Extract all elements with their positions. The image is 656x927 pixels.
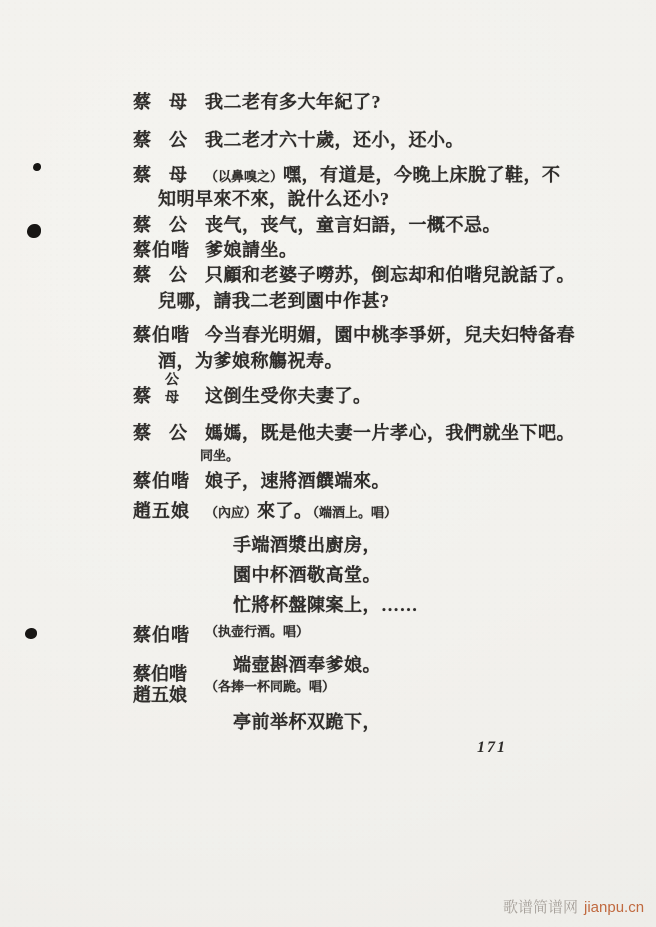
script-line	[0, 561, 656, 585]
script-line	[0, 261, 656, 285]
script-line	[0, 161, 656, 185]
speaker-label: 蔡伯喈 趙五娘	[133, 664, 187, 705]
stage-direction: （执壶行酒。唱）	[205, 624, 310, 639]
dialogue-text: 酒，为爹娘称觴祝寿。	[158, 351, 343, 371]
ink-speck	[27, 224, 41, 238]
verse-line: 園中杯酒敬高堂。	[233, 565, 381, 585]
verse-line: 端壺斟酒奉爹娘。	[233, 655, 381, 675]
speaker-label: 趙五娘	[133, 501, 190, 521]
script-line	[0, 373, 656, 406]
script-line	[0, 445, 656, 469]
script-line	[0, 347, 656, 371]
dialogue-text: 这倒生受你夫妻了。	[205, 386, 372, 406]
script-line	[0, 621, 656, 645]
dialogue-text: 今当春光明媚，園中桃李爭妍，兒夫妇特备春	[205, 325, 575, 345]
speaker-label: 蔡 母	[133, 92, 187, 112]
stage-direction: 同坐。	[200, 448, 240, 463]
dialogue-text: 丧气，丧气，童言妇語，一概不忌。	[205, 215, 501, 235]
speaker-label: 蔡 公	[133, 215, 187, 235]
script-line	[0, 287, 656, 311]
dialogue-text: 爹娘請坐。	[205, 240, 298, 260]
script-line	[0, 651, 656, 675]
script-line	[0, 126, 656, 150]
speaker-label: 蔡 公	[133, 130, 187, 150]
dialogue-text: 只顧和老婆子嘮苏，倒忘却和伯喈兒說話了。	[205, 265, 575, 285]
page-number: 171	[477, 739, 507, 756]
dialogue-text: 我二老才六十歲，还小，还小。	[205, 130, 464, 150]
script-line	[0, 467, 656, 491]
dialogue-text: 娘子，速將酒饌端來。	[205, 471, 390, 491]
verse-line: 手端酒漿出廚房，	[233, 535, 381, 555]
dialogue-text: 我二老有多大年紀了?	[205, 92, 381, 112]
ink-speck	[33, 163, 41, 171]
script-line	[0, 185, 656, 209]
stage-direction: （各捧一杯同跪。唱）	[205, 679, 336, 694]
script-line	[0, 591, 656, 615]
script-line	[0, 88, 656, 112]
dialogue-text: 兒哪，請我二老到園中作甚?	[158, 291, 390, 311]
watermark	[503, 896, 644, 917]
dialogue-text: 媽媽，既是他夫妻一片孝心，我們就坐下吧。	[205, 423, 575, 443]
script-line	[0, 236, 656, 260]
speaker-label: 蔡 公 母	[133, 373, 179, 406]
script-line	[0, 497, 656, 521]
dialogue-text: （以鼻嗅之）嘿，有道是，今晚上床脫了鞋，不	[205, 165, 561, 185]
script-line	[0, 419, 656, 443]
dialogue-text: 知明早來不來，說什么还小?	[158, 189, 390, 209]
watermark-site-url: jianpu.cn	[584, 899, 645, 916]
script-line	[0, 708, 656, 732]
watermark-site-name: 歌谱简谱网	[503, 899, 579, 916]
speaker-label: 蔡伯喈	[133, 625, 190, 645]
script-line	[0, 211, 656, 235]
verse-line: 亭前举杯双跪下，	[233, 712, 381, 732]
speaker-label: 蔡伯喈	[133, 325, 190, 345]
script-line	[0, 531, 656, 555]
dialogue-text: （內应）來了。（端酒上。唱）	[205, 501, 398, 521]
ink-speck	[25, 628, 37, 639]
speaker-label: 蔡 公	[133, 265, 187, 285]
speaker-label: 蔡 公	[133, 423, 187, 443]
speaker-label: 蔡伯喈	[133, 240, 190, 260]
speaker-label: 蔡 母	[133, 165, 187, 185]
script-line	[0, 321, 656, 345]
speaker-label: 蔡伯喈	[133, 471, 190, 491]
verse-line: 忙將杯盤陳案上，……	[233, 595, 418, 615]
